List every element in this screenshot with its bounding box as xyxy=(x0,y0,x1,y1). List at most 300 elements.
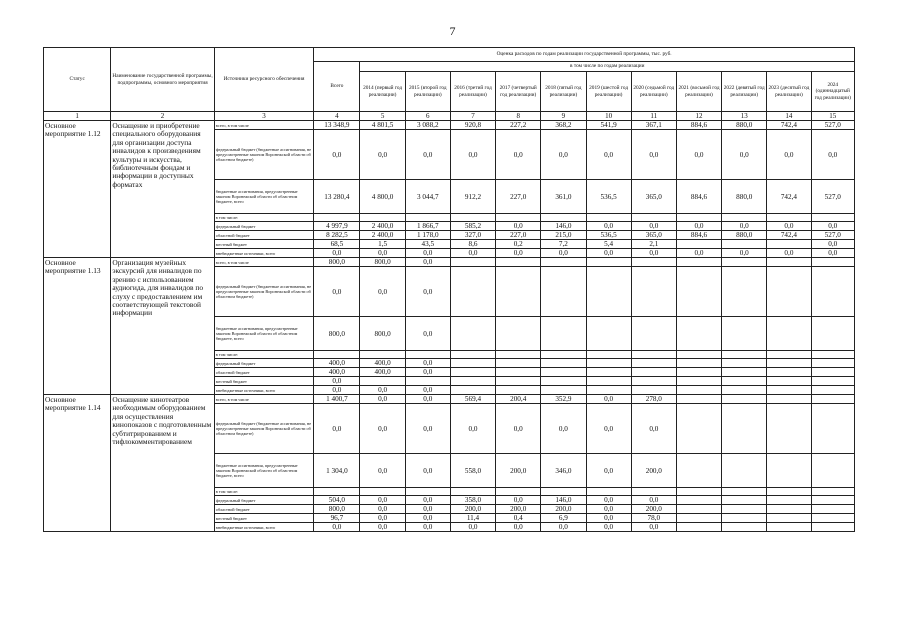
year-value-cell: 200,0 xyxy=(496,454,541,488)
year-value-cell xyxy=(541,351,586,359)
year-value-cell xyxy=(767,404,811,454)
year-value-cell: 0,0 xyxy=(586,514,631,523)
year-value-cell: 0,0 xyxy=(722,130,767,180)
year-value-cell xyxy=(811,377,854,386)
year-value-cell xyxy=(450,267,495,317)
year-value-cell: 361,0 xyxy=(541,180,586,214)
year-value-cell xyxy=(541,377,586,386)
year-value-cell: 0,0 xyxy=(405,258,450,267)
year-value-cell: 0,0 xyxy=(586,395,631,404)
year-value-cell: 227,2 xyxy=(496,121,541,130)
year-value-cell: 0,0 xyxy=(360,496,405,505)
funding-source-cell: всего, в том числе xyxy=(214,395,313,404)
year-value-cell xyxy=(676,505,721,514)
total-value-cell: 504,0 xyxy=(314,496,360,505)
year-value-cell: 227,0 xyxy=(496,231,541,240)
year-value-cell xyxy=(767,377,811,386)
year-value-cell xyxy=(767,359,811,368)
year-value-cell xyxy=(541,386,586,395)
year-value-cell: 0,0 xyxy=(811,240,854,249)
funding-source-cell: бюджетные ассигнования, предусмотренные законом Воронежской области об областном бюджете, всего xyxy=(214,454,313,488)
year-value-cell: 0,0 xyxy=(496,249,541,258)
year-value-cell xyxy=(360,214,405,222)
year-value-cell xyxy=(631,214,676,222)
year-value-cell xyxy=(496,488,541,496)
year-value-cell xyxy=(631,488,676,496)
total-value-cell xyxy=(314,351,360,359)
year-value-cell: 880,0 xyxy=(722,231,767,240)
total-value-cell: 800,0 xyxy=(314,317,360,351)
year-value-cell: 0,0 xyxy=(811,249,854,258)
year-value-cell: 1 178,0 xyxy=(405,231,450,240)
year-value-cell: 0,0 xyxy=(541,523,586,532)
year-value-cell: 2 400,0 xyxy=(360,231,405,240)
year-value-cell xyxy=(767,267,811,317)
year-value-cell xyxy=(586,214,631,222)
year-value-cell: 200,0 xyxy=(541,505,586,514)
year-value-cell: 0,0 xyxy=(405,523,450,532)
year-value-cell xyxy=(450,258,495,267)
total-value-cell: 0,0 xyxy=(314,130,360,180)
total-value-cell: 1 304,0 xyxy=(314,454,360,488)
header-year: 2020 (седьмой год реализации) xyxy=(631,72,676,112)
year-value-cell: 0,0 xyxy=(676,222,721,231)
year-value-cell: 536,5 xyxy=(586,180,631,214)
status-cell: Основное мероприятие 1.14 xyxy=(44,395,111,532)
year-value-cell xyxy=(676,523,721,532)
year-value-cell xyxy=(767,496,811,505)
year-value-cell xyxy=(676,258,721,267)
year-value-cell xyxy=(586,317,631,351)
funding-source-cell: внебюджетные источники, всего xyxy=(214,523,313,532)
year-value-cell xyxy=(676,317,721,351)
year-value-cell xyxy=(631,377,676,386)
year-value-cell: 200,0 xyxy=(631,505,676,514)
year-value-cell xyxy=(676,404,721,454)
column-number: 14 xyxy=(767,112,811,121)
year-value-cell: 7,2 xyxy=(541,240,586,249)
year-value-cell xyxy=(676,359,721,368)
year-value-cell xyxy=(450,386,495,395)
year-value-cell: 2 400,0 xyxy=(360,222,405,231)
year-value-cell xyxy=(450,359,495,368)
year-value-cell: 1,5 xyxy=(360,240,405,249)
year-value-cell xyxy=(450,351,495,359)
year-value-cell xyxy=(722,359,767,368)
column-number: 9 xyxy=(541,112,586,121)
funding-source-cell: федеральный бюджет xyxy=(214,359,313,368)
year-value-cell: 0,0 xyxy=(360,505,405,514)
year-value-cell xyxy=(767,368,811,377)
funding-source-cell: федеральный бюджет xyxy=(214,222,313,231)
year-value-cell xyxy=(586,351,631,359)
year-value-cell: 200,0 xyxy=(631,454,676,488)
year-value-cell xyxy=(586,267,631,317)
year-value-cell: 527,0 xyxy=(811,180,854,214)
header-total: Всего xyxy=(314,62,360,112)
year-value-cell xyxy=(767,514,811,523)
year-value-cell: 558,0 xyxy=(450,454,495,488)
year-value-cell: 0,0 xyxy=(676,249,721,258)
column-number: 2 xyxy=(111,112,214,121)
header-year: 2021 (восьмой год реализации) xyxy=(676,72,721,112)
year-value-cell xyxy=(722,214,767,222)
year-value-cell xyxy=(811,496,854,505)
header-year: 2022 (девятый год реализации) xyxy=(722,72,767,112)
year-value-cell: 346,0 xyxy=(541,454,586,488)
year-value-cell: 0,0 xyxy=(405,267,450,317)
year-value-cell: 0,0 xyxy=(360,404,405,454)
total-value-cell: 0,0 xyxy=(314,249,360,258)
year-value-cell xyxy=(722,267,767,317)
year-value-cell: 0,0 xyxy=(405,130,450,180)
year-value-cell: 541,9 xyxy=(586,121,631,130)
year-value-cell: 742,4 xyxy=(767,121,811,130)
year-value-cell xyxy=(631,258,676,267)
funding-source-cell: местный бюджет xyxy=(214,240,313,249)
funding-source-cell: областной бюджет xyxy=(214,231,313,240)
year-value-cell: 0,0 xyxy=(541,130,586,180)
year-value-cell: 880,0 xyxy=(722,180,767,214)
year-value-cell: 0,0 xyxy=(360,454,405,488)
year-value-cell xyxy=(496,386,541,395)
year-value-cell: 78,0 xyxy=(631,514,676,523)
year-value-cell xyxy=(767,454,811,488)
year-value-cell xyxy=(676,351,721,359)
year-value-cell xyxy=(586,386,631,395)
table-row xyxy=(44,258,855,267)
funding-source-cell: всего, в том числе xyxy=(214,121,313,130)
year-value-cell: 367,1 xyxy=(631,121,676,130)
funding-source-cell: федеральный бюджет xyxy=(214,496,313,505)
year-value-cell xyxy=(722,404,767,454)
year-value-cell: 0,0 xyxy=(586,523,631,532)
year-value-cell xyxy=(722,386,767,395)
funding-source-cell: в том числе: xyxy=(214,351,313,359)
year-value-cell: 0,0 xyxy=(450,249,495,258)
total-value-cell: 0,0 xyxy=(314,523,360,532)
event-name-cell: Организация музейных экскурсий для инвалидов по зрению с использованием аудиогида, для инвалидов по слуху с предоставлением им соответствующей текстовой информации xyxy=(111,258,214,395)
year-value-cell xyxy=(586,368,631,377)
year-value-cell: 0,0 xyxy=(767,130,811,180)
year-value-cell: 0,0 xyxy=(631,130,676,180)
year-value-cell xyxy=(450,377,495,386)
funding-source-cell: федеральный бюджет (бюджетные ассигнования, не предусмотренные законом Воронежской области об областном бюджете) xyxy=(214,267,313,317)
year-value-cell xyxy=(450,488,495,496)
year-value-cell: 365,0 xyxy=(631,180,676,214)
year-value-cell xyxy=(631,368,676,377)
year-value-cell xyxy=(450,368,495,377)
year-value-cell xyxy=(676,240,721,249)
header-year: 2015 (второй год реализации) xyxy=(405,72,450,112)
year-value-cell xyxy=(631,267,676,317)
year-value-cell: 368,2 xyxy=(541,121,586,130)
year-value-cell xyxy=(811,267,854,317)
year-value-cell xyxy=(811,359,854,368)
year-value-cell: 0,0 xyxy=(496,130,541,180)
funding-source-cell: федеральный бюджет (бюджетные ассигнования, не предусмотренные законом Воронежской области об областном бюджете) xyxy=(214,404,313,454)
year-value-cell: 200,0 xyxy=(496,505,541,514)
year-value-cell xyxy=(676,496,721,505)
year-value-cell xyxy=(496,351,541,359)
year-value-cell xyxy=(450,214,495,222)
year-value-cell: 327,0 xyxy=(450,231,495,240)
year-value-cell: 0,0 xyxy=(360,249,405,258)
year-value-cell xyxy=(722,368,767,377)
year-value-cell: 0,0 xyxy=(405,386,450,395)
table-row xyxy=(44,121,855,130)
funding-source-cell: бюджетные ассигнования, предусмотренные законом Воронежской области об областном бюджете, всего xyxy=(214,180,313,214)
total-value-cell xyxy=(314,488,360,496)
status-cell: Основное мероприятие 1.13 xyxy=(44,258,111,395)
year-value-cell: 400,0 xyxy=(360,368,405,377)
year-value-cell: 0,0 xyxy=(405,359,450,368)
year-value-cell: 800,0 xyxy=(360,258,405,267)
year-value-cell: 3 088,2 xyxy=(405,121,450,130)
year-value-cell: 920,8 xyxy=(450,121,495,130)
status-cell: Основное мероприятие 1.12 xyxy=(44,121,111,258)
header-name: Наименование государственной программы, подпрограммы, основного мероприятия xyxy=(111,48,214,112)
year-value-cell xyxy=(631,359,676,368)
column-number: 11 xyxy=(631,112,676,121)
header-year: 2023 (десятый год реализации) xyxy=(767,72,811,112)
year-value-cell: 0,0 xyxy=(586,222,631,231)
year-value-cell xyxy=(496,267,541,317)
year-value-cell xyxy=(676,386,721,395)
year-value-cell xyxy=(767,505,811,514)
year-value-cell: 0,0 xyxy=(360,130,405,180)
year-value-cell xyxy=(631,317,676,351)
year-value-cell xyxy=(767,395,811,404)
year-value-cell: 43,5 xyxy=(405,240,450,249)
year-value-cell xyxy=(676,514,721,523)
year-value-cell: 0,0 xyxy=(586,496,631,505)
year-value-cell xyxy=(811,395,854,404)
year-value-cell: 0,4 xyxy=(496,514,541,523)
year-value-cell: 536,5 xyxy=(586,231,631,240)
year-value-cell xyxy=(541,488,586,496)
column-number: 15 xyxy=(811,112,854,121)
year-value-cell xyxy=(722,395,767,404)
year-value-cell: 4 801,5 xyxy=(360,121,405,130)
year-value-cell: 0,0 xyxy=(811,222,854,231)
header-year: 2016 (третий год реализации) xyxy=(450,72,495,112)
year-value-cell: 146,0 xyxy=(541,496,586,505)
total-value-cell: 400,0 xyxy=(314,368,360,377)
year-value-cell xyxy=(722,523,767,532)
year-value-cell xyxy=(811,514,854,523)
year-value-cell: 585,2 xyxy=(450,222,495,231)
year-value-cell: 527,0 xyxy=(811,121,854,130)
funding-source-cell: внебюджетные источники, всего xyxy=(214,386,313,395)
year-value-cell: 0,0 xyxy=(767,222,811,231)
year-value-cell: 800,0 xyxy=(360,317,405,351)
year-value-cell: 8,6 xyxy=(450,240,495,249)
year-value-cell xyxy=(496,377,541,386)
year-value-cell xyxy=(767,214,811,222)
year-value-cell xyxy=(811,454,854,488)
year-value-cell: 0,0 xyxy=(541,249,586,258)
year-value-cell: 884,6 xyxy=(676,231,721,240)
year-value-cell xyxy=(676,488,721,496)
total-value-cell: 13 348,9 xyxy=(314,121,360,130)
year-value-cell: 0,2 xyxy=(496,240,541,249)
funding-source-cell: в том числе: xyxy=(214,214,313,222)
year-value-cell: 0,0 xyxy=(631,523,676,532)
year-value-cell: 0,0 xyxy=(767,249,811,258)
year-value-cell xyxy=(722,258,767,267)
header-year: 2014 (первый год реализации) xyxy=(360,72,405,112)
year-value-cell xyxy=(360,377,405,386)
column-number: 13 xyxy=(722,112,767,121)
year-value-cell: 0,0 xyxy=(450,130,495,180)
total-value-cell xyxy=(314,214,360,222)
total-value-cell: 1 400,7 xyxy=(314,395,360,404)
year-value-cell xyxy=(405,377,450,386)
page-number: 7 xyxy=(449,24,456,38)
year-value-cell xyxy=(811,523,854,532)
total-value-cell: 800,0 xyxy=(314,505,360,514)
header-year: 2017 (четвертый год реализации) xyxy=(496,72,541,112)
year-value-cell: 11,4 xyxy=(450,514,495,523)
year-value-cell xyxy=(811,258,854,267)
funding-source-cell: федеральный бюджет (бюджетные ассигнования, не предусмотренные законом Воронежской области об областном бюджете) xyxy=(214,130,313,180)
funding-source-cell: внебюджетные источники, всего xyxy=(214,249,313,258)
year-value-cell xyxy=(767,488,811,496)
year-value-cell xyxy=(496,359,541,368)
year-value-cell: 0,0 xyxy=(450,523,495,532)
year-value-cell xyxy=(722,496,767,505)
year-value-cell xyxy=(541,359,586,368)
year-value-cell: 0,0 xyxy=(631,249,676,258)
year-value-cell xyxy=(405,351,450,359)
year-value-cell xyxy=(767,258,811,267)
year-value-cell xyxy=(586,359,631,368)
year-value-cell: 365,0 xyxy=(631,231,676,240)
year-value-cell xyxy=(586,377,631,386)
column-number: 4 xyxy=(314,112,360,121)
year-value-cell: 0,0 xyxy=(496,404,541,454)
year-value-cell xyxy=(811,368,854,377)
header-status: Статус xyxy=(44,48,111,112)
year-value-cell xyxy=(496,258,541,267)
year-value-cell: 742,4 xyxy=(767,180,811,214)
year-value-cell xyxy=(360,488,405,496)
year-value-cell xyxy=(676,368,721,377)
year-value-cell xyxy=(450,317,495,351)
year-value-cell: 912,2 xyxy=(450,180,495,214)
year-value-cell xyxy=(811,488,854,496)
funding-source-cell: бюджетные ассигнования, предусмотренные законом Воронежской области об областном бюджете, всего xyxy=(214,317,313,351)
year-value-cell: 0,0 xyxy=(405,249,450,258)
year-value-cell: 0,0 xyxy=(360,386,405,395)
year-value-cell: 3 044,7 xyxy=(405,180,450,214)
year-value-cell: 569,4 xyxy=(450,395,495,404)
year-value-cell: 0,0 xyxy=(360,523,405,532)
year-value-cell: 1 866,7 xyxy=(405,222,450,231)
header-estimate: Оценка расходов по годам реализации государственной программы, тыс. руб. xyxy=(314,48,855,62)
column-number: 10 xyxy=(586,112,631,121)
column-number: 3 xyxy=(214,112,313,121)
year-value-cell xyxy=(541,368,586,377)
total-value-cell: 8 282,5 xyxy=(314,231,360,240)
year-value-cell xyxy=(541,214,586,222)
year-value-cell xyxy=(405,214,450,222)
funding-source-cell: областной бюджет xyxy=(214,505,313,514)
year-value-cell xyxy=(676,214,721,222)
year-value-cell: 352,9 xyxy=(541,395,586,404)
year-value-cell: 215,0 xyxy=(541,231,586,240)
header-year: 2019 (шестой год реализации) xyxy=(586,72,631,112)
year-value-cell xyxy=(811,317,854,351)
year-value-cell xyxy=(811,351,854,359)
year-value-cell: 0,0 xyxy=(631,404,676,454)
year-value-cell: 0,0 xyxy=(496,496,541,505)
year-value-cell: 4 800,0 xyxy=(360,180,405,214)
year-value-cell xyxy=(722,377,767,386)
header-year: 2018 (пятый год реализации) xyxy=(541,72,586,112)
year-value-cell xyxy=(722,514,767,523)
year-value-cell xyxy=(767,386,811,395)
year-value-cell xyxy=(722,454,767,488)
year-value-cell xyxy=(405,488,450,496)
year-value-cell: 0,0 xyxy=(722,249,767,258)
year-value-cell: 0,0 xyxy=(405,404,450,454)
year-value-cell: 0,0 xyxy=(586,404,631,454)
year-value-cell: 0,0 xyxy=(631,496,676,505)
year-value-cell: 0,0 xyxy=(586,505,631,514)
year-value-cell xyxy=(722,317,767,351)
year-value-cell: 400,0 xyxy=(360,359,405,368)
year-value-cell: 0,0 xyxy=(811,130,854,180)
event-name-cell: Оснащение кинотеатров необходимым оборудованием для осуществления кинопоказов с подготовленным субтитрированием и тифлокомментированием xyxy=(111,395,214,532)
year-value-cell xyxy=(676,454,721,488)
year-value-cell xyxy=(811,214,854,222)
year-value-cell: 0,0 xyxy=(405,368,450,377)
header-by-years: в том числе по годам реализации xyxy=(360,62,855,72)
year-value-cell xyxy=(811,505,854,514)
year-value-cell xyxy=(767,523,811,532)
total-value-cell: 96,7 xyxy=(314,514,360,523)
year-value-cell: 884,6 xyxy=(676,180,721,214)
year-value-cell: 0,0 xyxy=(360,395,405,404)
column-number: 7 xyxy=(450,112,495,121)
year-value-cell xyxy=(676,267,721,317)
year-value-cell: 0,0 xyxy=(722,222,767,231)
year-value-cell: 0,0 xyxy=(360,267,405,317)
year-value-cell xyxy=(722,351,767,359)
year-value-cell: 0,0 xyxy=(405,496,450,505)
column-number: 8 xyxy=(496,112,541,121)
year-value-cell: 527,0 xyxy=(811,231,854,240)
funding-source-cell: всего, в том числе xyxy=(214,258,313,267)
total-value-cell: 800,0 xyxy=(314,258,360,267)
year-value-cell: 6,9 xyxy=(541,514,586,523)
year-value-cell: 0,0 xyxy=(405,317,450,351)
column-number: 6 xyxy=(405,112,450,121)
total-value-cell: 0,0 xyxy=(314,267,360,317)
year-value-cell: 200,4 xyxy=(496,395,541,404)
year-value-cell: 2,1 xyxy=(631,240,676,249)
year-value-cell xyxy=(541,267,586,317)
funding-source-cell: местный бюджет xyxy=(214,514,313,523)
year-value-cell xyxy=(631,386,676,395)
year-value-cell: 0,0 xyxy=(631,222,676,231)
year-value-cell xyxy=(360,351,405,359)
funding-source-cell: местный бюджет xyxy=(214,377,313,386)
year-value-cell: 0,0 xyxy=(541,404,586,454)
year-value-cell xyxy=(811,404,854,454)
